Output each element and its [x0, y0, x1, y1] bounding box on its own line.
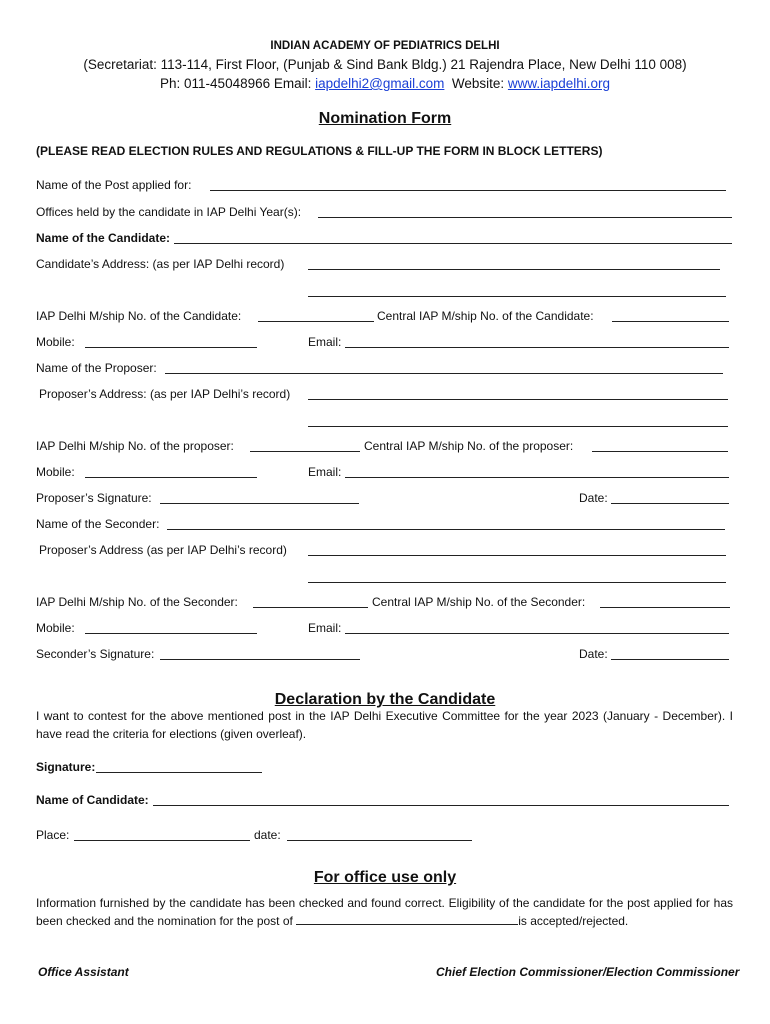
candidate-central-field[interactable]	[612, 321, 729, 322]
email-link[interactable]: iapdelhi2@gmail.com	[315, 76, 445, 91]
office-assistant-label: Office Assistant	[38, 965, 129, 979]
proposer-date-label: Date:	[579, 491, 608, 505]
candidate-central-label: Central IAP M/ship No. of the Candidate:	[377, 309, 594, 323]
candidate-iap-field[interactable]	[258, 321, 374, 322]
declaration-title: Declaration by the Candidate	[274, 691, 496, 708]
proposer-email-field[interactable]	[345, 477, 729, 478]
declaration-signature-field[interactable]	[96, 772, 262, 773]
seconder-date-label: Date:	[579, 647, 608, 661]
proposer-address-field-1[interactable]	[308, 399, 728, 400]
commissioner-label: Chief Election Commissioner/Election Commissioner	[436, 965, 740, 979]
contact-line	[0, 75, 770, 92]
seconder-address-field-1[interactable]	[308, 555, 726, 556]
offices-label: Offices held by the candidate in IAP Delhi Year(s):	[36, 205, 302, 219]
proposer-central-label: Central IAP M/ship No. of the proposer:	[364, 439, 574, 453]
office-text-part1: Information furnished by the candidate has been checked and found correct. Eligibility of the candidate for the post applied for has been checked and the nomination for the post of	[36, 896, 733, 928]
seconder-name-field[interactable]	[167, 529, 725, 530]
declaration-name-field[interactable]	[153, 805, 729, 806]
seconder-email-field[interactable]	[345, 633, 729, 634]
phone-text: Ph: 011-45048966 Email:	[160, 76, 316, 91]
seconder-address-label: Proposer’s Address (as per IAP Delhi’s record)	[39, 543, 287, 557]
seconder-iap-label: IAP Delhi M/ship No. of the Seconder:	[36, 595, 238, 609]
proposer-signature-field[interactable]	[160, 503, 359, 504]
candidate-iap-label: IAP Delhi M/ship No. of the Candidate:	[36, 309, 242, 323]
post-label: Name of the Post applied for:	[36, 178, 192, 192]
candidate-mobile-field[interactable]	[85, 347, 257, 348]
website-prefix: Website:	[444, 76, 508, 91]
form-title: Nomination Form	[318, 110, 452, 127]
seconder-address-field-2[interactable]	[308, 582, 726, 583]
seconder-signature-field[interactable]	[160, 659, 360, 660]
nomination-post-field[interactable]	[296, 914, 518, 925]
candidate-address-field-1[interactable]	[308, 269, 720, 270]
proposer-name-field[interactable]	[165, 373, 723, 374]
place-label: Place:	[36, 828, 70, 842]
office-use-text	[36, 894, 733, 930]
declaration-date-label: date:	[254, 828, 281, 842]
proposer-address-label: Proposer’s Address: (as per IAP Delhi’s record)	[39, 387, 291, 401]
seconder-date-field[interactable]	[611, 659, 729, 660]
declaration-name-label: Name of Candidate:	[36, 793, 149, 807]
instruction-text: (PLEASE READ ELECTION RULES AND REGULATIONS & FILL-UP THE FORM IN BLOCK LETTERS)	[36, 144, 603, 158]
office-text-part2: is accepted/rejected.	[518, 914, 629, 928]
candidate-mobile-label: Mobile:	[36, 335, 75, 349]
proposer-date-field[interactable]	[611, 503, 729, 504]
proposer-address-field-2[interactable]	[308, 426, 728, 427]
proposer-mobile-label: Mobile:	[36, 465, 75, 479]
seconder-iap-field[interactable]	[253, 607, 368, 608]
org-name: INDIAN ACADEMY OF PEDIATRICS DELHI	[270, 40, 500, 52]
seconder-central-field[interactable]	[600, 607, 730, 608]
candidate-name-field[interactable]	[174, 243, 732, 244]
proposer-email-label: Email:	[308, 465, 342, 479]
candidate-name-label: Name of the Candidate:	[36, 231, 171, 245]
proposer-iap-field[interactable]	[250, 451, 360, 452]
declaration-signature-label: Signature:	[36, 760, 96, 774]
offices-field[interactable]	[318, 217, 732, 218]
proposer-signature-label: Proposer’s Signature:	[36, 491, 152, 505]
candidate-address-field-2[interactable]	[308, 296, 726, 297]
declaration-text: I want to contest for the above mentioned post in the IAP Delhi Executive Committee for the year 2023 (January - December). I have read the criteria for elections (given overleaf).	[36, 709, 733, 741]
proposer-iap-label: IAP Delhi M/ship No. of the proposer:	[36, 439, 234, 453]
proposer-central-field[interactable]	[592, 451, 728, 452]
secretariat-address: (Secretariat: 113-114, First Floor, (Punjab & Sind Bank Bldg.) 21 Rajendra Place, New Delhi 110 008)	[83, 57, 687, 72]
seconder-name-label: Name of the Seconder:	[36, 517, 160, 531]
website-link[interactable]: www.iapdelhi.org	[507, 76, 610, 91]
candidate-email-field[interactable]	[345, 347, 729, 348]
office-use-title: For office use only	[313, 869, 457, 886]
candidate-address-label: Candidate’s Address: (as per IAP Delhi record)	[36, 257, 285, 271]
seconder-mobile-field[interactable]	[85, 633, 257, 634]
seconder-signature-label: Seconder’s Signature:	[36, 647, 155, 661]
seconder-email-label: Email:	[308, 621, 342, 635]
seconder-central-label: Central IAP M/ship No. of the Seconder:	[372, 595, 586, 609]
proposer-name-label: Name of the Proposer:	[36, 361, 157, 375]
post-field[interactable]	[210, 190, 726, 191]
candidate-email-label: Email:	[308, 335, 342, 349]
place-field[interactable]	[74, 840, 250, 841]
proposer-mobile-field[interactable]	[85, 477, 257, 478]
seconder-mobile-label: Mobile:	[36, 621, 75, 635]
declaration-date-field[interactable]	[287, 840, 472, 841]
